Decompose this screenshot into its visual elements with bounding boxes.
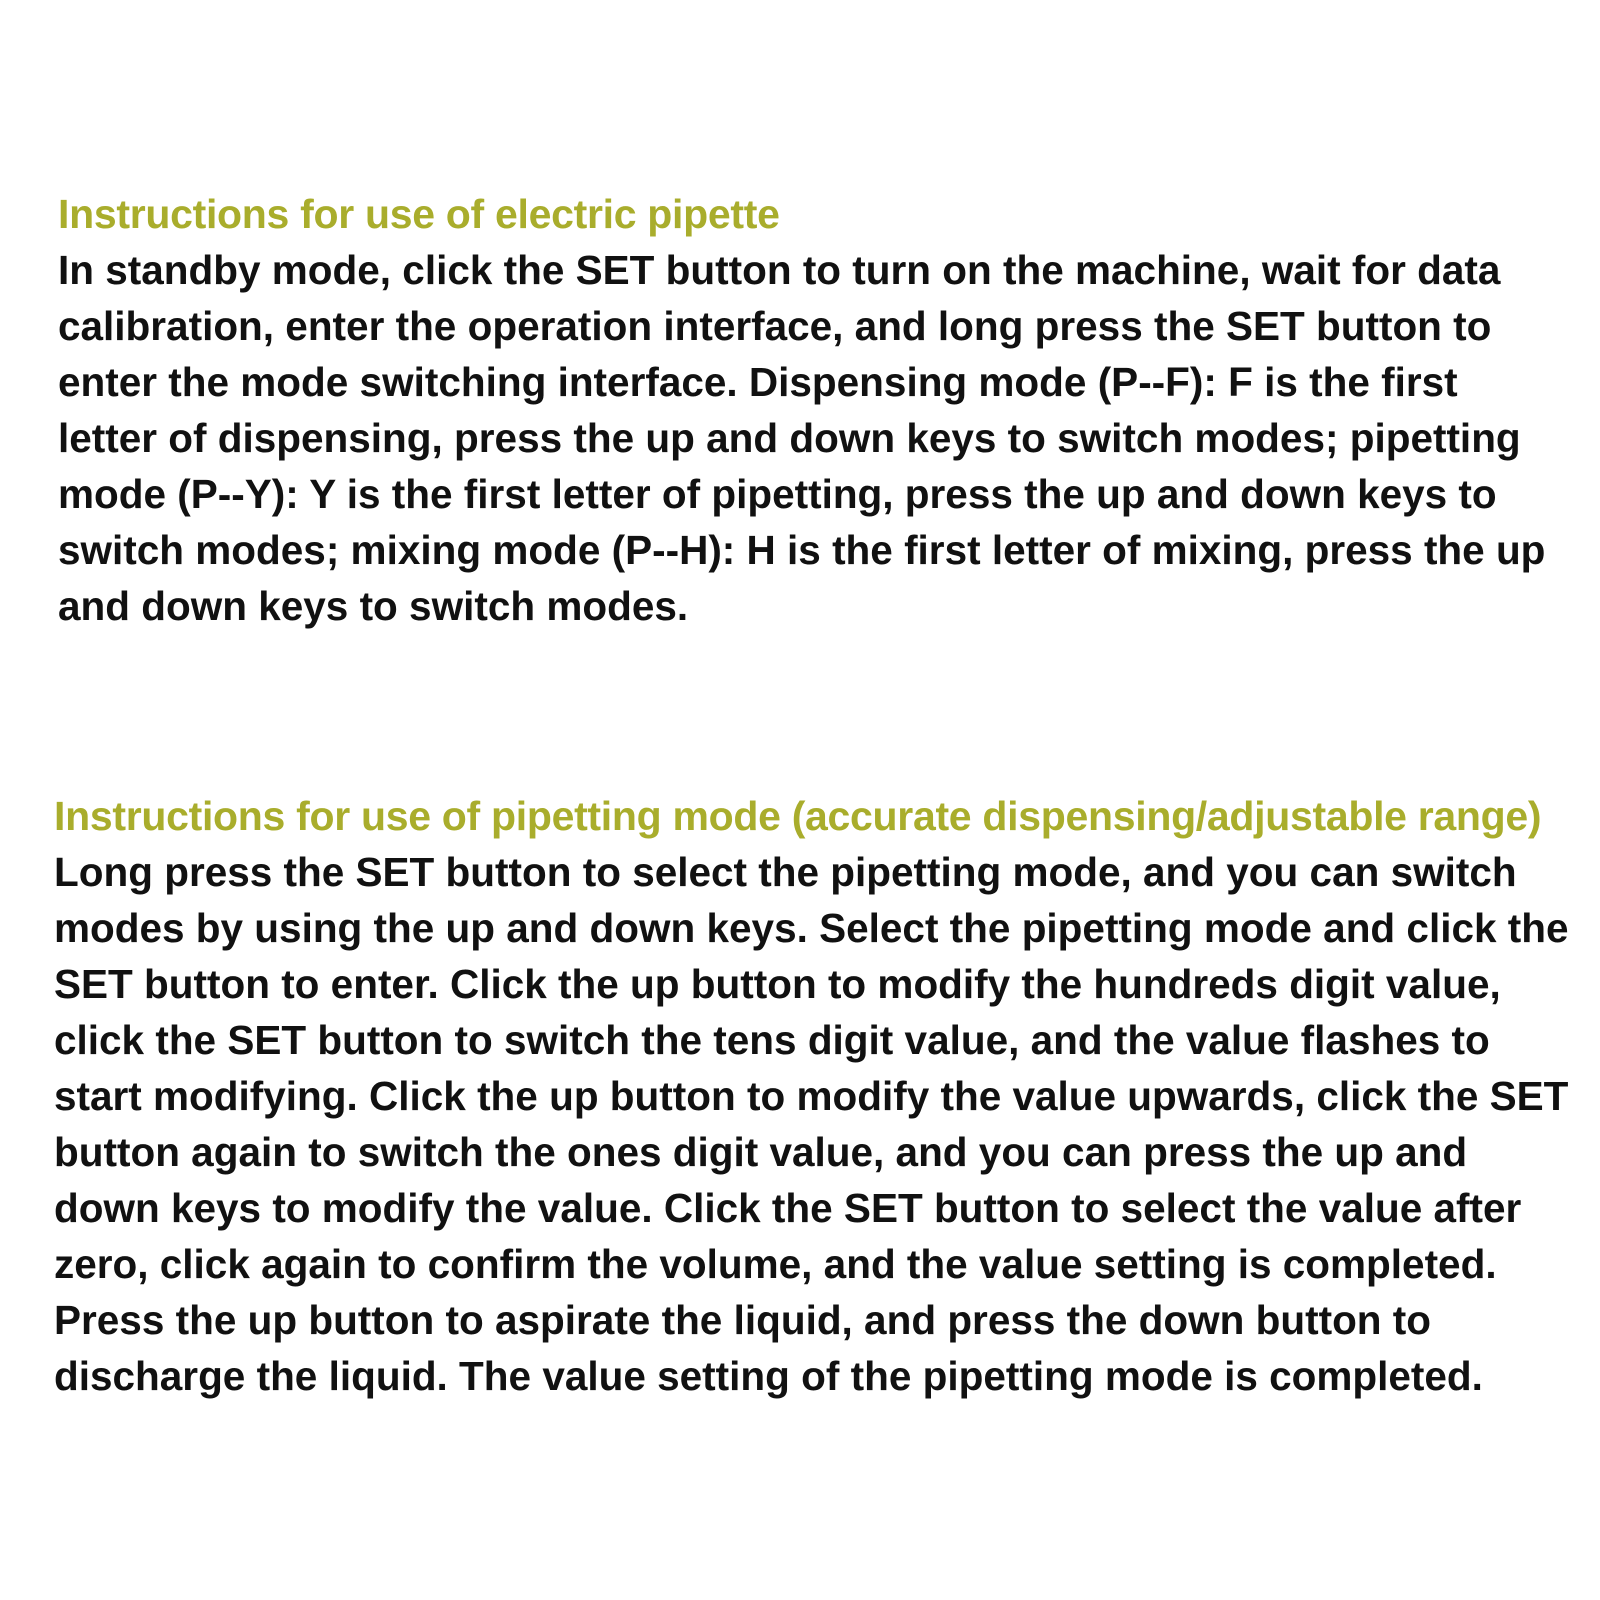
body-line: enter the mode switching interface. Dispensing mode (P--F): F is the first <box>58 359 1458 405</box>
instructions-pipetting-mode-section <box>54 788 1568 1404</box>
section-body <box>54 844 1568 1404</box>
instructions-electric-pipette-section <box>58 186 1560 634</box>
body-line: Press the up button to aspirate the liquid, and press the down button to <box>54 1297 1432 1343</box>
body-line: and down keys to switch modes. <box>58 583 689 629</box>
body-line: mode (P--Y): Y is the first letter of pipetting, press the up and down keys to <box>58 471 1497 517</box>
section-heading: Instructions for use of pipetting mode (accurate dispensing/adjustable range) <box>54 793 1542 839</box>
body-line: discharge the liquid. The value setting of the pipetting mode is completed. <box>54 1353 1483 1399</box>
body-line: Long press the SET button to select the pipetting mode, and you can switch <box>54 849 1517 895</box>
body-line: zero, click again to confirm the volume, and the value setting is completed. <box>54 1241 1497 1287</box>
body-line: letter of dispensing, press the up and down keys to switch modes; pipetting <box>58 415 1521 461</box>
section-body <box>58 242 1560 634</box>
body-line: modes by using the up and down keys. Select the pipetting mode and click the <box>54 905 1569 951</box>
section-heading: Instructions for use of electric pipette <box>58 191 780 237</box>
body-line: SET button to enter. Click the up button to modify the hundreds digit value, <box>54 961 1501 1007</box>
body-line: switch modes; mixing mode (P--H): H is the first letter of mixing, press the up <box>58 527 1546 573</box>
body-line: button again to switch the ones digit value, and you can press the up and <box>54 1129 1468 1175</box>
body-line: down keys to modify the value. Click the SET button to select the value after <box>54 1185 1522 1231</box>
body-line: start modifying. Click the up button to modify the value upwards, click the SET <box>54 1073 1569 1119</box>
body-line: click the SET button to switch the tens digit value, and the value flashes to <box>54 1017 1490 1063</box>
body-line: calibration, enter the operation interface, and long press the SET button to <box>58 303 1492 349</box>
body-line: In standby mode, click the SET button to turn on the machine, wait for data <box>58 247 1501 293</box>
